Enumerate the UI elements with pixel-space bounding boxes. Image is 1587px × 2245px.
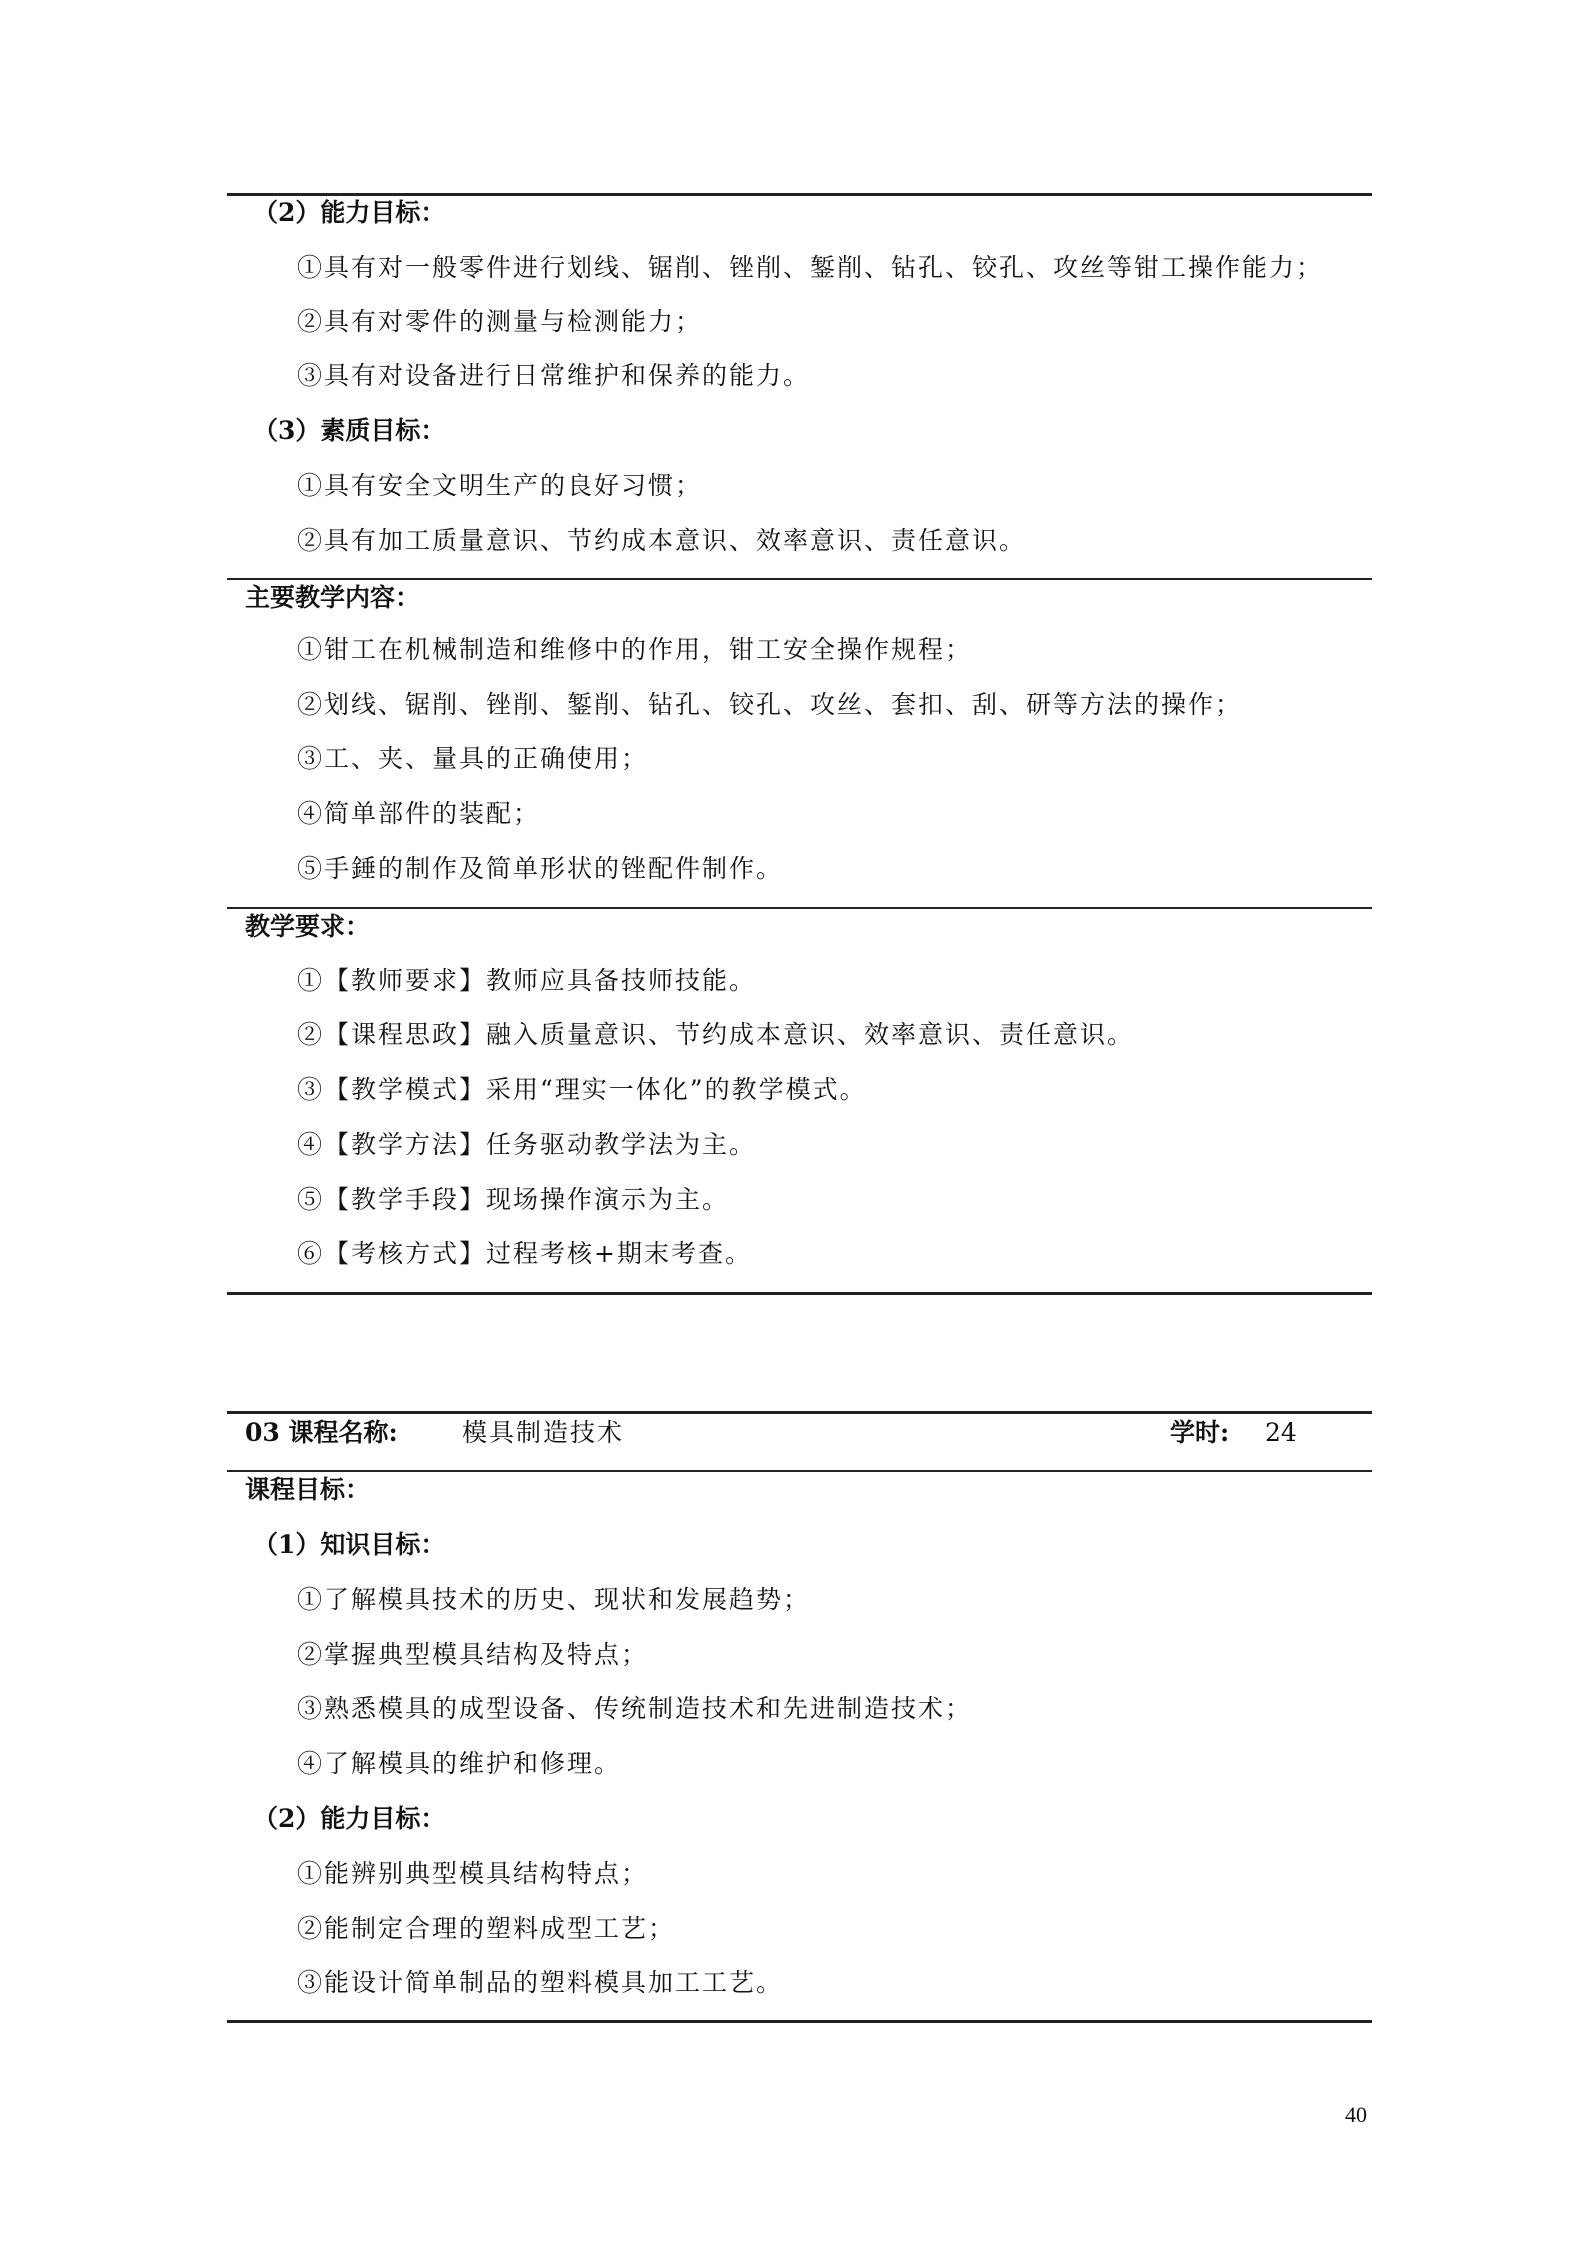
page-number: 40 <box>1345 2102 1367 2127</box>
content-item: ①钳工在机械制造和维修中的作用，钳工安全操作规程； <box>297 635 973 664</box>
knowledge-item: ①了解模具技术的历史、现状和发展趋势； <box>297 1585 811 1614</box>
ability-item: ②具有对零件的测量与检测能力； <box>297 307 703 336</box>
requirement-item: ③【教学模式】采用“理实一体化”的教学模式。 <box>297 1075 867 1104</box>
table-top-rule <box>227 1411 1372 1414</box>
content-item: ②划线、锯削、锉削、錾削、钻孔、铰孔、攻丝、套扣、刮、研等方法的操作； <box>297 690 1243 719</box>
knowledge-heading: （1）知识目标： <box>253 1530 446 1559</box>
hours-value: 24 <box>1265 1418 1297 1447</box>
knowledge-item: ④了解模具的维护和修理。 <box>297 1749 622 1778</box>
requirement-item: ⑤【教学手段】现场操作演示为主。 <box>297 1185 730 1214</box>
section-divider <box>227 578 1372 580</box>
content-heading: 主要教学内容： <box>245 583 421 612</box>
quality-item: ①具有安全文明生产的良好习惯； <box>297 471 703 500</box>
section-divider <box>227 907 1372 909</box>
ability-item: ③能设计简单制品的塑料模具加工工艺。 <box>297 1968 784 1997</box>
course-number-label: 03 课程名称: <box>245 1418 398 1447</box>
requirement-item: ⑥【考核方式】过程考核+期末考查。 <box>297 1239 752 1268</box>
requirements-heading: 教学要求： <box>245 912 371 941</box>
ability-item: ②能制定合理的塑料成型工艺； <box>297 1914 676 1943</box>
content-item: ⑤手錘的制作及简单形状的锉配件制作。 <box>297 854 784 883</box>
ability-heading: （2）能力目标： <box>253 1804 446 1833</box>
section-divider <box>227 1470 1372 1472</box>
content-item: ④简单部件的装配； <box>297 799 541 828</box>
requirement-item: ①【教师要求】教师应具备技师技能。 <box>297 966 757 995</box>
ability-heading: （2）能力目标： <box>253 198 446 227</box>
requirement-item: ②【课程思政】融入质量意识、节约成本意识、效率意识、责任意识。 <box>297 1020 1135 1049</box>
goal-heading: 课程目标： <box>245 1475 371 1504</box>
course-name: 模具制造技术 <box>462 1418 625 1447</box>
knowledge-item: ②掌握典型模具结构及特点； <box>297 1640 649 1669</box>
ability-item: ①能辨别典型模具结构特点； <box>297 1859 649 1888</box>
table-bottom-rule <box>227 2020 1372 2023</box>
knowledge-item: ③熟悉模具的成型设备、传统制造技术和先进制造技术； <box>297 1694 973 1723</box>
requirement-item: ④【教学方法】任务驱动教学法为主。 <box>297 1130 757 1159</box>
table-top-rule <box>227 193 1372 196</box>
content-item: ③工、夹、量具的正确使用； <box>297 744 649 773</box>
quality-item: ②具有加工质量意识、节约成本意识、效率意识、责任意识。 <box>297 526 1027 555</box>
ability-item: ③具有对设备进行日常维护和保养的能力。 <box>297 361 811 390</box>
table-bottom-rule <box>227 1292 1372 1295</box>
quality-heading: （3）素质目标： <box>253 416 446 445</box>
ability-item: ①具有对一般零件进行划线、锯削、锉削、錾削、钻孔、铰孔、攻丝等钳工操作能力； <box>297 253 1324 282</box>
hours-label: 学时: <box>1170 1418 1230 1447</box>
